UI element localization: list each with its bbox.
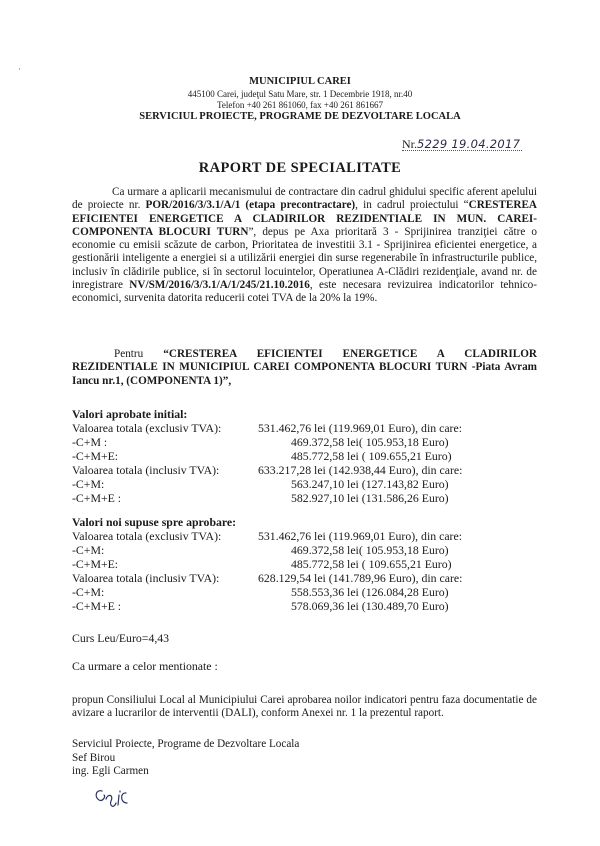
- intro-call-code: POR/2016/3/3.1/A/1 (etapa precontractare): [145, 199, 356, 212]
- handwritten-signature-icon: [92, 783, 152, 813]
- registration-handwritten: 5229 19.04.2017: [417, 137, 521, 151]
- initial-row-label: Valoarea totala (exclusiv TVA):: [72, 421, 222, 435]
- registration-prefix: Nr.: [402, 137, 417, 151]
- intro-text-7: , este necesara revizuirea indicatorilor tehnico-economici, survenita datorita reducerii cotei TVA de la 20% la 19%.: [72, 279, 537, 305]
- proposed-row-value: 628.129,54 lei (141.789,96 Euro), din care:: [258, 571, 463, 585]
- proposed-row-label: -C+M+E :: [72, 599, 122, 613]
- initial-values-heading: Valori aprobate initial:: [72, 407, 188, 421]
- signature-block: [72, 738, 299, 779]
- intro-text-3: , in cadrul proiectului “: [355, 199, 469, 212]
- exchange-rate: Curs Leu/Euro=4,43: [72, 631, 170, 645]
- scan-mark: ·: [18, 64, 21, 74]
- signature-role: Sef Birou: [72, 751, 116, 764]
- initial-row-value: 582.927,10 lei (131.586,26 Euro): [291, 491, 449, 505]
- proposed-row-value: 578.069,36 lei (130.489,70 Euro): [291, 599, 449, 613]
- proposed-row-label: Valoarea totala (exclusiv TVA):: [72, 529, 222, 543]
- intro-paragraph: [72, 186, 537, 306]
- proposed-row-value: 485.772,58 lei ( 109.655,21 Euro): [291, 557, 452, 571]
- initial-row-label: -C+M:: [72, 477, 105, 491]
- institution-address: 445100 Carei, judeţul Satu Mare, str. 1 Decembrie 1918, nr.40: [187, 89, 413, 99]
- initial-row-label: Valoarea totala (inclusiv TVA):: [72, 463, 220, 477]
- department-name: SERVICIUL PROIECTE, PROGRAME DE DEZVOLTARE LOCALA: [139, 111, 461, 122]
- intro-text-5: ”, depus pe Axa prioritară 3 - Sprijinirea tranziţiei către o economie cu emisii scăzute de carbon, Prioritatea de investitii 3.1 - Sprijinirea eficientei energetice, a gestionării inteligente a energiei si a utilizării energiei din surse regenerabile în infrastructurile publice, inclusiv în clădirile publice, si în sectorul locuintelor, Operatiunea A-Clădiri rezidenţiale, avand nr. de inregistrare: [72, 225, 537, 292]
- signature-department: Serviciul Proiecte, Programe de Dezvoltare Locala: [72, 738, 300, 750]
- initial-row-value: 563.247,10 lei (127.143,82 Euro): [291, 477, 449, 491]
- proposed-row-value: 558.553,36 lei (126.084,28 Euro): [291, 585, 449, 599]
- institution-phone: Telefon +40 261 861060, fax +40 261 861667: [217, 100, 383, 110]
- initial-row-label: -C+M+E :: [72, 491, 122, 505]
- document-title: RAPORT DE SPECIALITATE: [198, 160, 402, 176]
- initial-row-value: 485.772,58 lei ( 109.655,21 Euro): [291, 449, 452, 463]
- proposal-paragraph: propun Consiliului Local al Municipiului Carei aprobarea noilor indicatori pentru faza documentatie de avizare a lucrarilor de interventii (DALI), conform Anexei nr. 1 la prezentul raport.: [72, 694, 537, 720]
- intro-text-1: Ca urmare a aplicarii mecanismului de contractare din cadrul ghidului specific aferent apelului de proiecte nr.: [72, 186, 537, 212]
- consequence-line: Ca urmare a celor mentionate :: [72, 659, 218, 673]
- registration-dotted-line: [402, 150, 522, 151]
- initial-row-label: -C+M :: [72, 435, 108, 449]
- proposed-row-label: Valoarea totala (inclusiv TVA):: [72, 571, 220, 585]
- project-lead: Pentru: [114, 348, 164, 360]
- proposed-values-heading: Valori noi supuse spre aprobare:: [72, 515, 237, 529]
- initial-row-label: -C+M+E:: [72, 449, 119, 463]
- signature-name: ing. Egli Carmen: [72, 765, 149, 777]
- project-name: “CRESTEREA EFICIENTEI ENERGETICE A CLADIRILOR REZIDENTIALE IN MUNICIPIUL CAREI COMPONENTA BLOCURI TURN -Piata Avram Iancu nr.1, (COMPONENTA 1)”,: [72, 348, 537, 387]
- initial-row-value: 633.217,28 lei (142.938,44 Euro), din care:: [258, 463, 463, 477]
- institution-name: MUNICIPIUL CAREI: [249, 76, 351, 87]
- proposed-row-label: -C+M+E:: [72, 557, 119, 571]
- initial-row-value: 469.372,58 lei( 105.953,18 Euro): [291, 435, 449, 449]
- project-paragraph: [72, 348, 537, 388]
- proposed-row-label: -C+M:: [72, 585, 105, 599]
- proposed-row-value: 531.462,76 lei (119.969,01 Euro), din care:: [258, 529, 462, 543]
- initial-row-value: 531.462,76 lei (119.969,01 Euro), din care:: [258, 421, 462, 435]
- proposed-row-label: -C+M:: [72, 543, 105, 557]
- intro-project-name: CRESTEREA EFICIENTEI ENERGETICE A CLADIRILOR REZIDENTIALE IN MUN. CAREI- COMPONENTA BLOCURI TURN: [72, 199, 537, 238]
- intro-registration-code: NV/SM/2016/3/3.1/A/1/245/21.10.2016: [129, 279, 310, 292]
- proposed-row-value: 469.372,58 lei( 105.953,18 Euro): [291, 543, 449, 557]
